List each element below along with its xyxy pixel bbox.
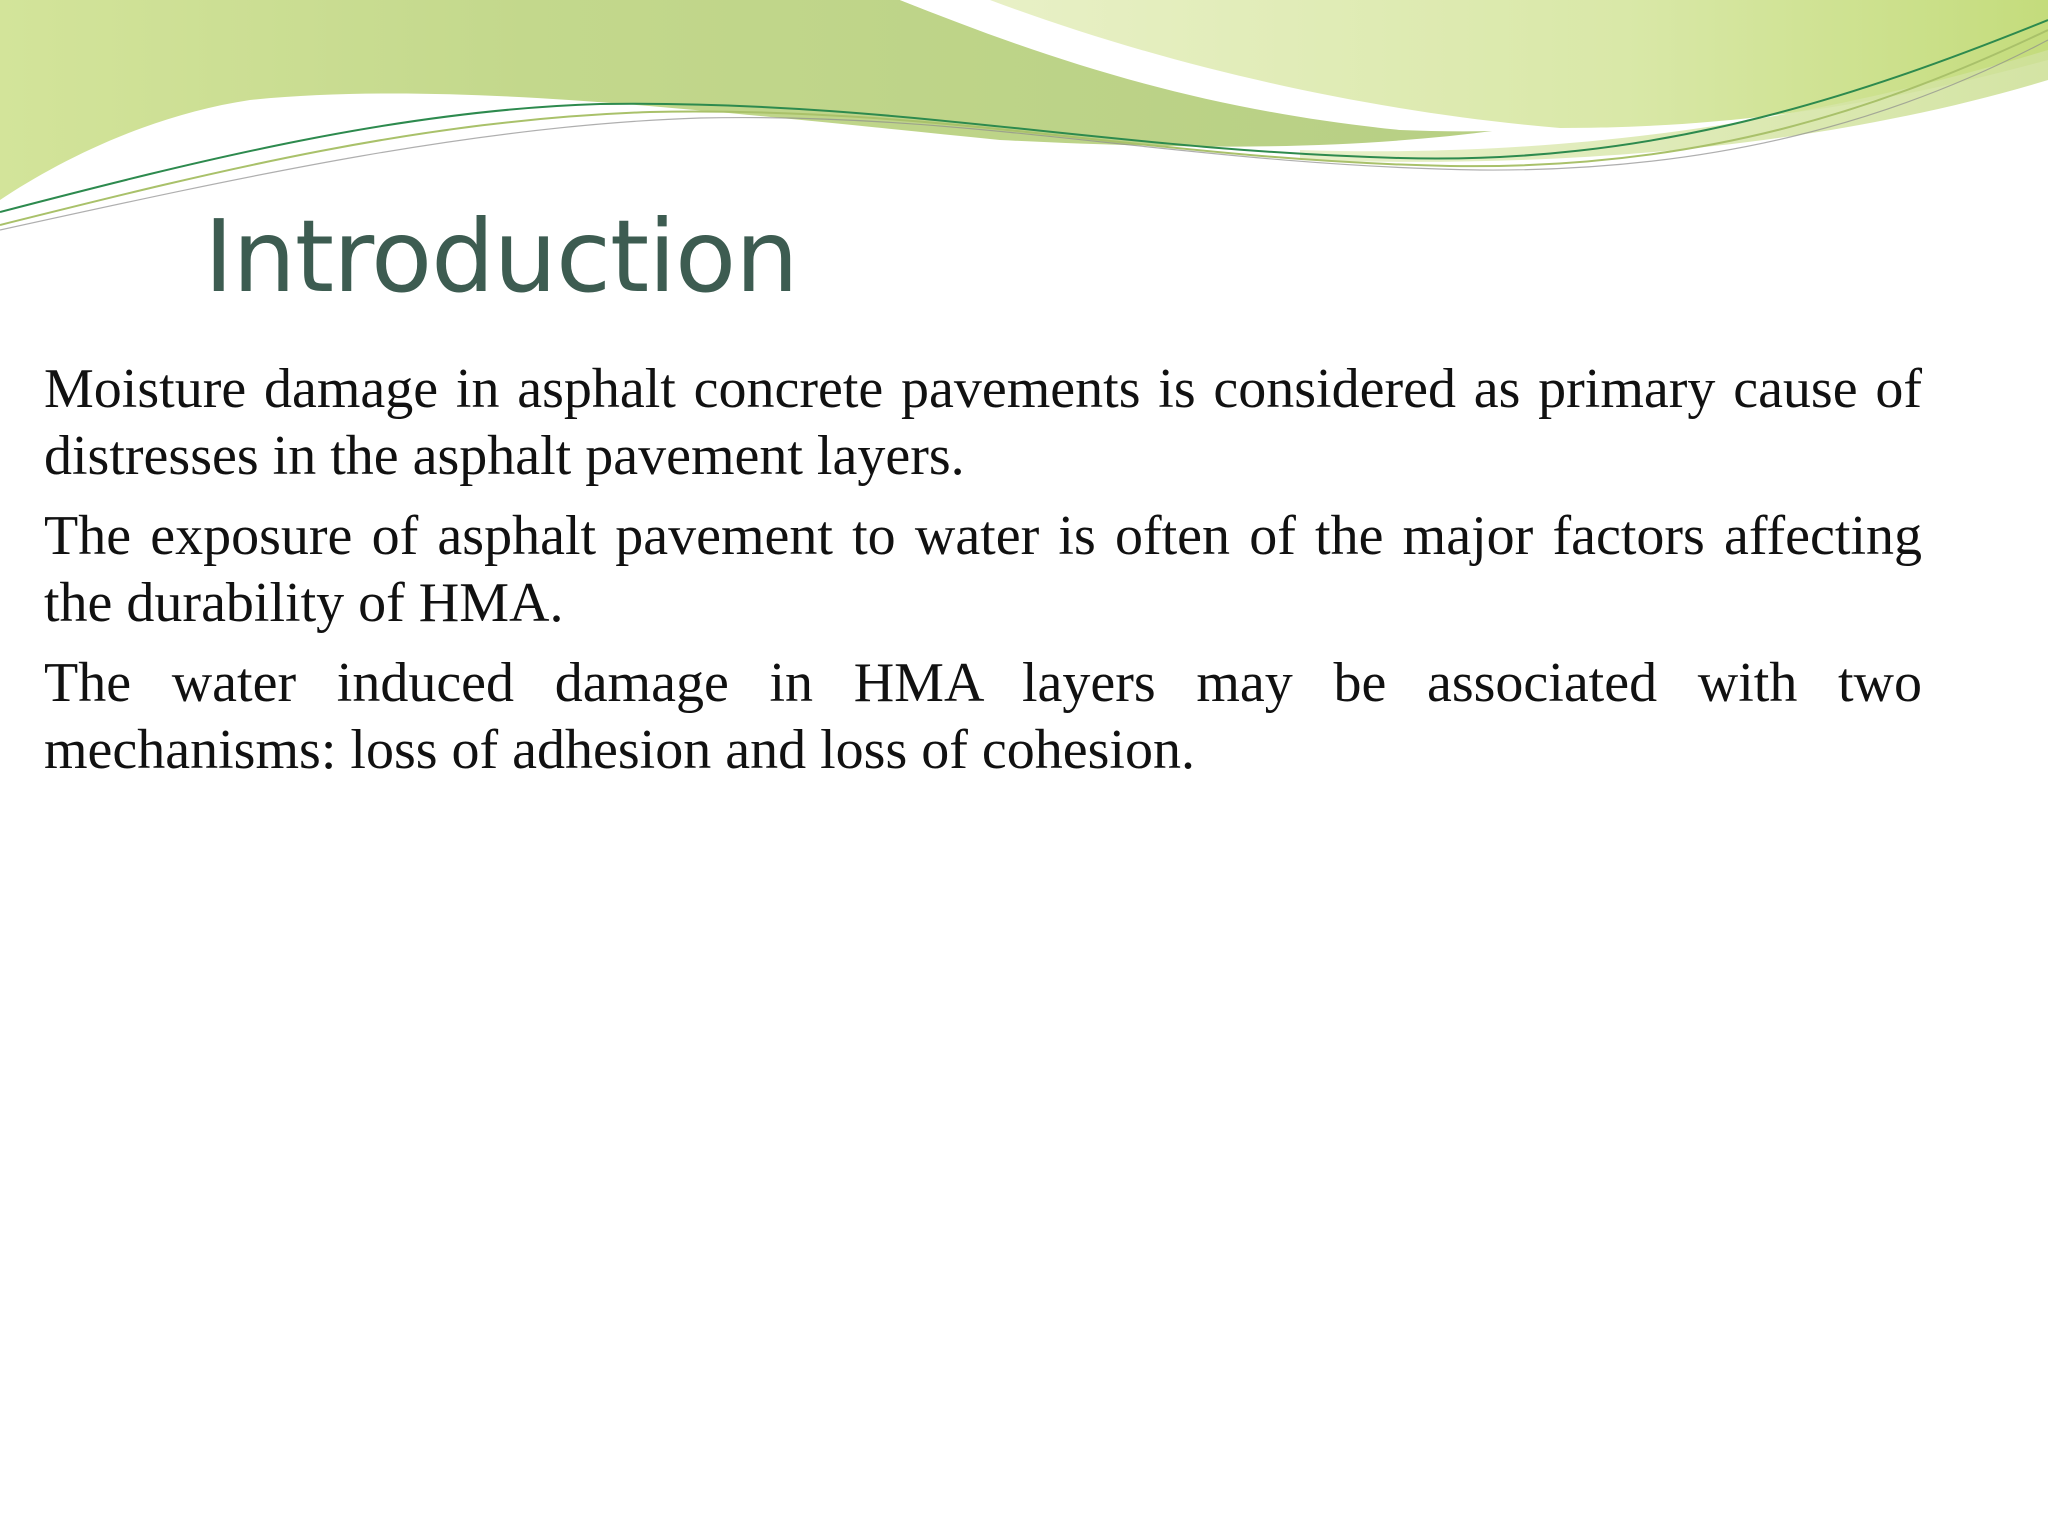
- body-paragraph: The water induced damage in HMA layers may be associated with two mechanisms: loss of adhesion and loss of cohesion.: [44, 652, 1922, 781]
- body-paragraph: The exposure of asphalt pavement to water is often of the major factors affecting the durability of HMA.: [44, 505, 1922, 634]
- slide-title: Introduction: [204, 198, 798, 315]
- slide-body: [44, 356, 1922, 797]
- body-paragraph: Moisture damage in asphalt concrete pavements is considered as primary cause of distresses in the asphalt pavement layers.: [44, 358, 1922, 487]
